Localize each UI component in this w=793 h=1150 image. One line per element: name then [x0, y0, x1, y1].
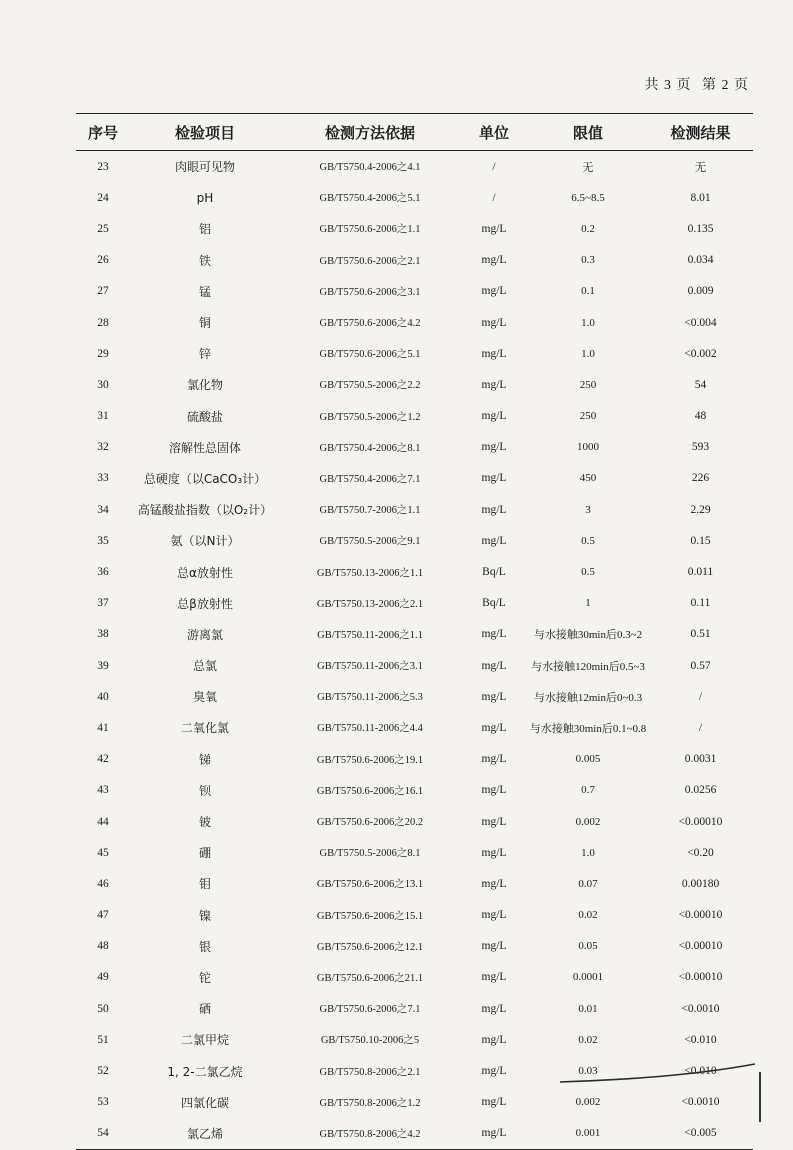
table-row — [76, 1024, 753, 1055]
row-index: 45 — [97, 846, 109, 859]
results-table — [76, 114, 753, 1149]
row-method: GB/T5750.11-2006之4.4 — [317, 723, 423, 735]
row-method: GB/T5750.5-2006之1.2 — [319, 411, 421, 423]
row-item: 二氯甲烷 — [180, 1033, 229, 1048]
row-method: GB/T5750.8-2006之4.2 — [319, 1128, 421, 1140]
row-unit: mg/L — [481, 846, 507, 859]
row-result: 0.51 — [690, 628, 711, 641]
row-result: 0.11 — [690, 597, 711, 610]
row-index: 46 — [97, 877, 109, 890]
row-index: 37 — [97, 597, 109, 610]
row-index: 38 — [97, 628, 109, 641]
row-result: / — [698, 721, 703, 734]
table-row — [76, 837, 753, 868]
row-item: 铊 — [198, 970, 211, 985]
row-limit: 0.02 — [578, 909, 598, 922]
row-item: 总α放射性 — [177, 565, 233, 580]
row-method: GB/T5750.6-2006之19.1 — [316, 754, 424, 766]
row-item: 硫酸盐 — [186, 409, 223, 424]
row-unit: mg/L — [481, 378, 507, 391]
row-result: / — [698, 690, 703, 703]
row-method: GB/T5750.11-2006之3.1 — [317, 661, 423, 673]
row-result: 8.01 — [690, 191, 711, 204]
row-method: GB/T5750.4-2006之8.1 — [319, 442, 421, 454]
row-index: 23 — [97, 160, 109, 173]
row-limit: 0.7 — [581, 784, 595, 797]
row-limit: 无 — [582, 161, 594, 174]
row-limit: 0.2 — [581, 222, 595, 235]
row-method: GB/T5750.4-2006之5.1 — [319, 193, 421, 205]
row-limit: 与水接触12min后0~0.3 — [533, 691, 643, 704]
row-limit: 0.5 — [581, 534, 595, 547]
table-row — [76, 276, 753, 307]
row-result: 48 — [694, 410, 707, 423]
row-method: GB/T5750.6-2006之15.1 — [316, 910, 424, 922]
row-limit: 250 — [579, 378, 597, 391]
table-row — [76, 245, 753, 276]
row-unit: Bq/L — [482, 597, 506, 610]
row-limit: 0.002 — [575, 815, 601, 828]
row-index: 51 — [97, 1033, 109, 1046]
row-item: 铍 — [198, 815, 211, 830]
row-method: GB/T5750.11-2006之1.1 — [317, 629, 423, 641]
row-method: GB/T5750.6-2006之4.2 — [319, 318, 421, 330]
row-item: 锰 — [198, 284, 211, 299]
table-row — [76, 182, 753, 213]
row-item: 高锰酸盐指数（以O₂计） — [137, 503, 273, 518]
row-method: GB/T5750.6-2006之12.1 — [316, 941, 424, 953]
row-result: 0.009 — [687, 285, 714, 298]
row-item: 氯乙烯 — [186, 1126, 223, 1141]
row-index: 35 — [97, 534, 109, 547]
row-unit: mg/L — [481, 753, 507, 766]
row-index: 29 — [97, 347, 109, 360]
table-row — [76, 556, 753, 587]
row-item: 银 — [198, 939, 211, 954]
row-result: <0.00010 — [678, 909, 723, 922]
row-index: 50 — [97, 1002, 109, 1015]
row-method: GB/T5750.5-2006之2.2 — [319, 380, 421, 392]
row-item: 铜 — [198, 316, 211, 331]
row-result: <0.0010 — [681, 1096, 720, 1109]
row-result: 0.034 — [687, 254, 714, 267]
row-limit: 0.01 — [578, 1002, 598, 1015]
row-unit: mg/L — [481, 472, 507, 485]
row-limit: 3 — [585, 503, 591, 516]
row-method: GB/T5750.10-2006之5 — [320, 1035, 420, 1047]
table-row — [76, 962, 753, 993]
row-limit: 与水接触120min后0.5~3 — [531, 660, 645, 673]
table-row — [76, 525, 753, 556]
row-method: GB/T5750.6-2006之7.1 — [319, 1004, 421, 1016]
row-index: 41 — [97, 721, 109, 734]
header-result: 检测结果 — [648, 114, 753, 151]
row-item: 1, 2-二氯乙烷 — [167, 1064, 243, 1079]
row-item: 铝 — [198, 222, 211, 237]
row-limit: 0.05 — [578, 940, 598, 953]
row-method: GB/T5750.13-2006之1.1 — [316, 567, 424, 579]
table-row — [76, 931, 753, 962]
header-item: 检验项目 — [130, 114, 280, 151]
row-limit: 1.0 — [581, 846, 595, 859]
row-unit: mg/L — [481, 285, 507, 298]
row-method: GB/T5750.6-2006之1.1 — [319, 224, 421, 236]
row-unit: mg/L — [481, 1096, 507, 1109]
row-item: 肉眼可见物 — [174, 160, 235, 175]
row-result: 0.15 — [690, 534, 711, 547]
row-item: 锑 — [198, 752, 211, 767]
row-unit: mg/L — [481, 784, 507, 797]
row-item: 溶解性总固体 — [168, 440, 241, 455]
row-result: 54 — [694, 378, 707, 391]
page-edge-line — [759, 1072, 761, 1122]
row-unit: mg/L — [481, 254, 507, 267]
row-result: <0.00010 — [678, 940, 723, 953]
table-row — [76, 993, 753, 1024]
row-unit: mg/L — [481, 909, 507, 922]
row-unit: mg/L — [481, 1002, 507, 1015]
row-unit: mg/L — [481, 441, 507, 454]
table-row — [76, 369, 753, 400]
row-index: 47 — [97, 909, 109, 922]
row-method: GB/T5750.4-2006之4.1 — [319, 162, 421, 174]
row-unit: / — [492, 160, 496, 173]
row-index: 28 — [97, 316, 109, 329]
row-result: 无 — [694, 161, 707, 174]
row-limit: 0.002 — [575, 1096, 601, 1109]
row-unit: mg/L — [481, 721, 507, 734]
header-unit: 单位 — [460, 114, 528, 151]
table-row — [76, 650, 753, 681]
row-item: 硼 — [198, 846, 211, 861]
row-limit: 0.02 — [578, 1033, 598, 1046]
row-index: 32 — [97, 441, 109, 454]
table-row — [76, 213, 753, 244]
row-result: <0.004 — [684, 316, 717, 329]
row-method: GB/T5750.6-2006之20.2 — [316, 817, 424, 829]
page-total: 共 3 页 — [644, 78, 692, 93]
row-item: 铁 — [198, 253, 211, 268]
row-unit: mg/L — [481, 971, 507, 984]
row-index: 48 — [97, 940, 109, 953]
table-row — [76, 681, 753, 712]
row-method: GB/T5750.7-2006之1.1 — [319, 505, 421, 517]
row-index: 34 — [97, 503, 109, 516]
row-unit: mg/L — [481, 628, 507, 641]
row-item: 镍 — [198, 908, 211, 923]
pen-stroke-mark — [560, 1060, 760, 1090]
page-current: 第 2 页 — [702, 78, 749, 93]
table-row — [76, 712, 753, 743]
row-limit: 1.0 — [581, 347, 595, 360]
row-unit: mg/L — [481, 1065, 507, 1078]
results-table-container — [76, 113, 753, 1150]
row-item: 氨（以N计） — [170, 534, 240, 549]
row-unit: mg/L — [481, 534, 507, 547]
row-limit: 0.03 — [578, 1065, 598, 1078]
row-result: <0.010 — [684, 1033, 717, 1046]
header-index: 序号 — [76, 114, 130, 151]
row-index: 40 — [97, 690, 109, 703]
table-row — [76, 463, 753, 494]
row-item: 臭氧 — [192, 690, 217, 705]
row-method: GB/T5750.8-2006之1.2 — [319, 1097, 421, 1109]
page-indicator — [639, 74, 750, 94]
table-row — [76, 868, 753, 899]
header-limit: 限值 — [528, 114, 648, 151]
row-method: GB/T5750.11-2006之5.3 — [317, 692, 423, 704]
table-row — [76, 1087, 753, 1118]
row-limit: 0.3 — [581, 254, 595, 267]
header-method: 检测方法依据 — [280, 114, 460, 151]
row-method: GB/T5750.6-2006之2.1 — [319, 255, 421, 267]
row-result: <0.00010 — [678, 971, 723, 984]
row-method: GB/T5750.5-2006之9.1 — [319, 536, 421, 548]
row-unit: mg/L — [481, 410, 507, 423]
row-limit: 0.001 — [575, 1127, 601, 1140]
row-index: 27 — [97, 285, 109, 298]
row-item: 二氧化氯 — [180, 721, 229, 736]
row-method: GB/T5750.6-2006之16.1 — [316, 785, 424, 797]
row-limit: 与水接触30min后0.3~2 — [533, 629, 643, 642]
row-item: 硒 — [198, 1002, 211, 1017]
row-method: GB/T5750.8-2006之2.1 — [319, 1066, 421, 1078]
row-limit: 0.1 — [581, 285, 595, 298]
table-row — [76, 494, 753, 525]
row-result: <0.20 — [687, 846, 714, 859]
row-item: 四氯化碳 — [180, 1095, 229, 1110]
row-item: 氯化物 — [186, 378, 223, 393]
row-limit: 0.005 — [575, 753, 601, 766]
row-item: 钼 — [198, 877, 211, 892]
row-index: 44 — [97, 815, 109, 828]
row-item: 游离氯 — [186, 627, 223, 642]
table-row — [76, 338, 753, 369]
row-limit: 0.0001 — [572, 971, 604, 984]
row-unit: mg/L — [481, 316, 507, 329]
row-item: 钡 — [198, 783, 211, 798]
row-result: <0.010 — [684, 1065, 717, 1078]
row-limit: 6.5~8.5 — [571, 191, 605, 204]
row-unit: mg/L — [481, 222, 507, 235]
row-result: 0.57 — [690, 659, 711, 672]
row-limit: 1000 — [577, 441, 599, 454]
table-header-row — [76, 114, 753, 151]
row-item: pH — [196, 190, 214, 205]
table-row — [76, 401, 753, 432]
row-item: 锌 — [198, 347, 211, 362]
row-item: 总硬度（以CaCO₃计） — [143, 471, 267, 486]
table-row — [76, 588, 753, 619]
row-index: 25 — [97, 222, 109, 235]
row-unit: mg/L — [481, 1033, 507, 1046]
row-unit: mg/L — [481, 503, 507, 516]
row-unit: Bq/L — [482, 566, 506, 579]
row-index: 36 — [97, 566, 109, 579]
table-row — [76, 432, 753, 463]
row-result: 0.00180 — [681, 877, 720, 890]
row-result: <0.002 — [684, 347, 717, 360]
row-index: 33 — [97, 472, 109, 485]
row-index: 39 — [97, 659, 109, 672]
table-row — [76, 806, 753, 837]
row-result: 0.135 — [687, 222, 714, 235]
row-method: GB/T5750.6-2006之5.1 — [319, 349, 421, 361]
row-method: GB/T5750.6-2006之21.1 — [316, 972, 424, 984]
row-result: 226 — [691, 472, 710, 485]
row-unit: mg/L — [481, 690, 507, 703]
row-limit: 450 — [579, 472, 597, 485]
row-index: 53 — [97, 1096, 109, 1109]
row-unit: / — [492, 191, 496, 204]
table-row — [76, 619, 753, 650]
row-method: GB/T5750.6-2006之13.1 — [316, 879, 424, 891]
row-unit: mg/L — [481, 940, 507, 953]
table-row — [76, 1118, 753, 1149]
table-row — [76, 307, 753, 338]
row-result: <0.0010 — [681, 1002, 720, 1015]
table-body — [76, 151, 753, 1150]
row-item: 总β放射性 — [177, 596, 233, 611]
row-result: 0.0031 — [684, 753, 717, 766]
table-row — [76, 744, 753, 775]
row-index: 43 — [97, 784, 109, 797]
row-method: GB/T5750.13-2006之2.1 — [316, 598, 424, 610]
row-index: 30 — [97, 378, 109, 391]
row-result: <0.005 — [684, 1127, 717, 1140]
row-index: 52 — [97, 1065, 109, 1078]
row-method: GB/T5750.4-2006之7.1 — [319, 473, 421, 485]
row-limit: 1 — [585, 597, 591, 610]
row-unit: mg/L — [481, 877, 507, 890]
row-index: 24 — [97, 191, 109, 204]
table-row — [76, 151, 753, 183]
row-method: GB/T5750.6-2006之3.1 — [319, 286, 421, 298]
row-unit: mg/L — [481, 659, 507, 672]
row-limit: 0.07 — [578, 877, 598, 890]
row-result: 2.29 — [690, 503, 711, 516]
row-limit: 与水接触30min后0.1~0.8 — [529, 722, 647, 735]
row-limit: 250 — [579, 410, 597, 423]
row-index: 42 — [97, 753, 109, 766]
row-item: 总氯 — [192, 659, 217, 674]
row-limit: 0.5 — [581, 566, 595, 579]
row-result: 0.0256 — [684, 784, 717, 797]
row-index: 54 — [97, 1127, 109, 1140]
table-row — [76, 775, 753, 806]
row-index: 26 — [97, 254, 109, 267]
row-unit: mg/L — [481, 1127, 507, 1140]
row-index: 31 — [97, 410, 109, 423]
row-unit: mg/L — [481, 347, 507, 360]
row-limit: 1.0 — [581, 316, 595, 329]
row-result: 0.011 — [687, 566, 714, 579]
row-index: 49 — [97, 971, 109, 984]
row-unit: mg/L — [481, 815, 507, 828]
row-method: GB/T5750.5-2006之8.1 — [319, 848, 421, 860]
row-result: 593 — [691, 441, 710, 454]
row-result: <0.00010 — [678, 815, 723, 828]
table-row — [76, 900, 753, 931]
